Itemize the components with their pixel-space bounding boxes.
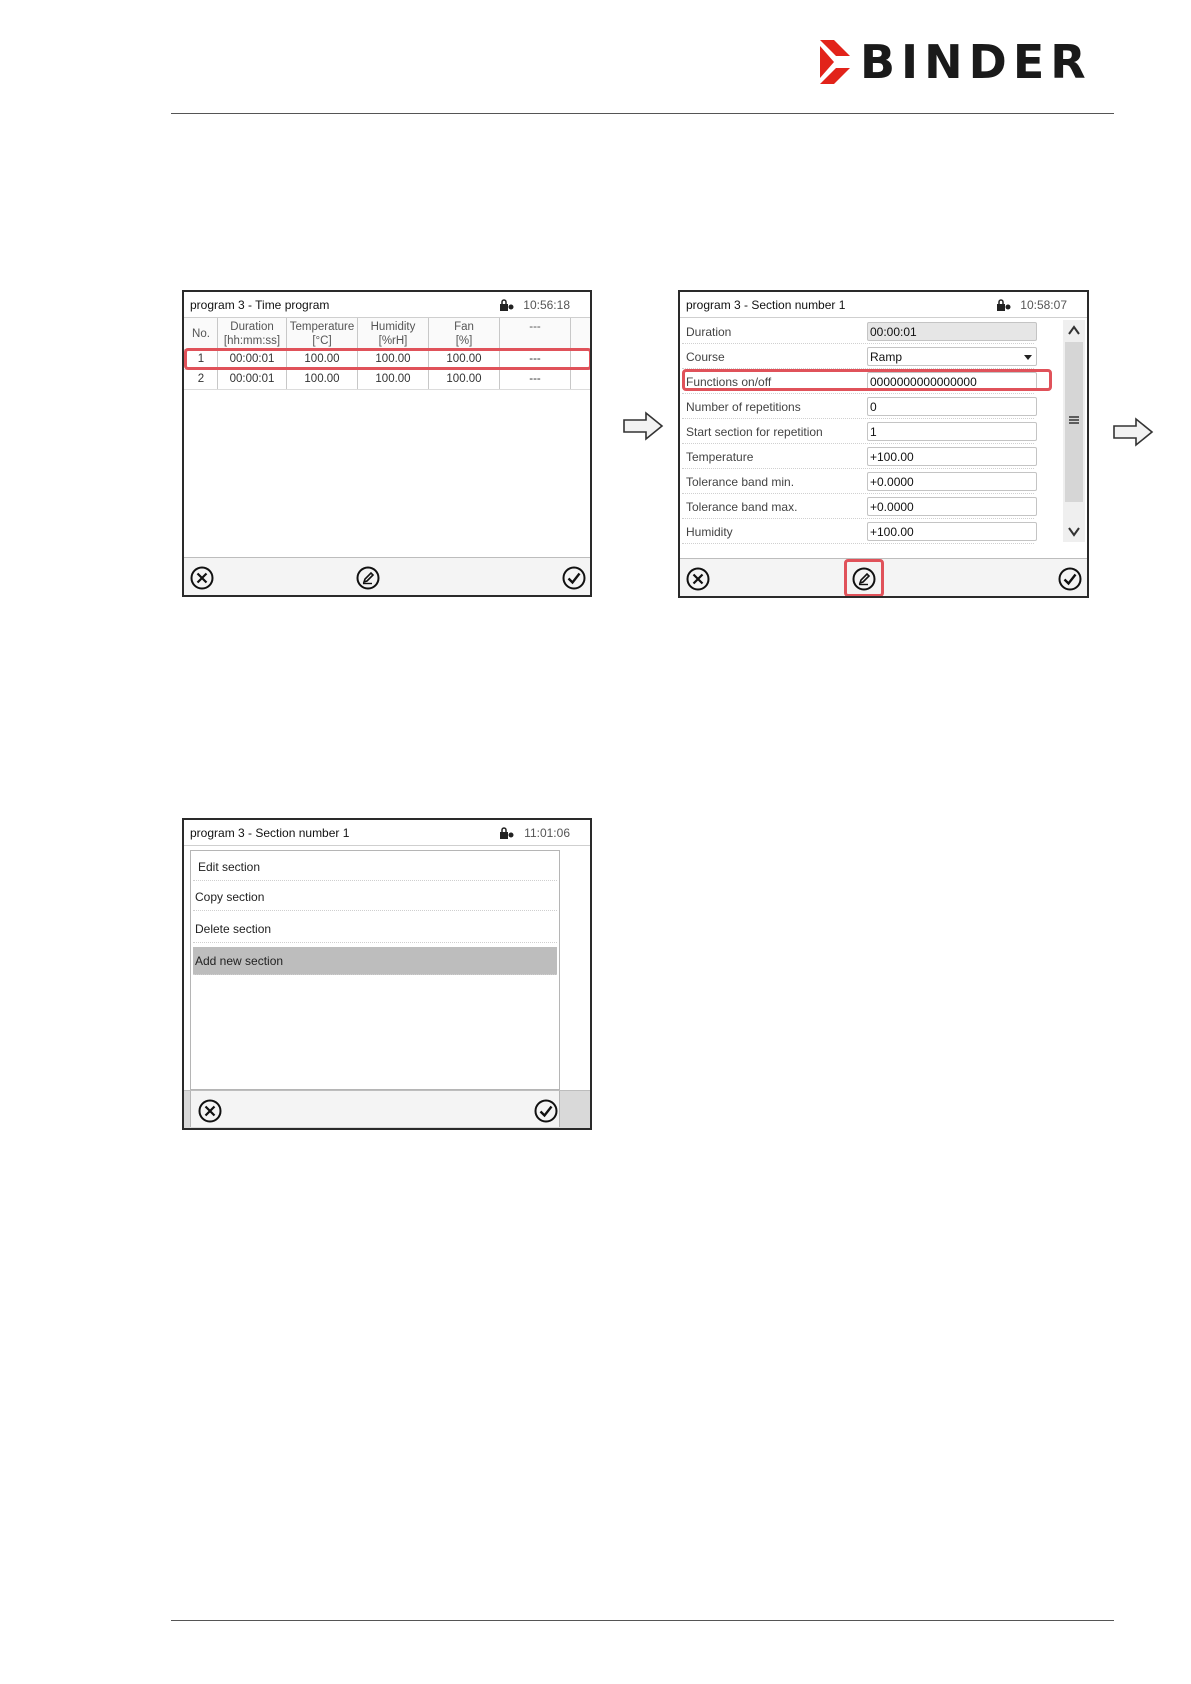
- menu-item-add-new-section[interactable]: [193, 947, 557, 975]
- clock: 10:56:18: [523, 298, 570, 312]
- cell-humidity: 100.00: [375, 353, 411, 365]
- temperature-field[interactable]: +100.00: [867, 447, 1037, 466]
- param-humidity[interactable]: [682, 520, 1034, 544]
- param-label: Tolerance band max.: [686, 500, 798, 514]
- footer-divider: [171, 1620, 1114, 1621]
- title-bar: [184, 820, 590, 846]
- duration-field[interactable]: 00:00:01: [867, 322, 1037, 341]
- context-menu: [190, 850, 560, 1090]
- binder-logo-icon: [820, 40, 854, 84]
- col-no: No.: [192, 328, 210, 340]
- clock: 10:58:07: [1020, 298, 1067, 312]
- bottom-bar: [680, 558, 1087, 596]
- cancel-icon[interactable]: [190, 566, 214, 590]
- cell-fan: 100.00: [446, 353, 482, 365]
- col-duration: Duration [hh:mm:ss]: [223, 321, 281, 347]
- param-label: Course: [686, 350, 725, 364]
- col-temperature: Temperature [°C]: [289, 321, 355, 347]
- menu-item-label: Edit section: [198, 860, 261, 874]
- col-humidity: Humidity [%rH]: [370, 321, 416, 347]
- cell-no: 1: [197, 353, 205, 365]
- col-fan: Fan [%]: [454, 321, 474, 347]
- start-section-field[interactable]: 1: [867, 422, 1037, 441]
- cell-no: 2: [197, 373, 205, 385]
- scrollbar[interactable]: [1063, 320, 1085, 542]
- menu-item-label: Add new section: [195, 954, 284, 968]
- menu-footer: [190, 1091, 560, 1127]
- scroll-menu-icon: [1068, 415, 1080, 425]
- cell-duration: 00:00:01: [229, 353, 275, 365]
- cancel-icon[interactable]: [198, 1099, 222, 1123]
- chevron-down-icon: [1024, 355, 1032, 360]
- lock-icon: [500, 827, 514, 839]
- bottom-bar: [184, 557, 590, 595]
- screen-title: program 3 - Section number 1: [686, 298, 846, 312]
- param-label: Functions on/off: [686, 375, 772, 389]
- screen-title: program 3 - Time program: [190, 298, 330, 312]
- screen-title: program 3 - Section number 1: [190, 826, 350, 840]
- brand-name: BINDER: [860, 35, 1092, 89]
- col-extra: ---: [529, 321, 541, 333]
- section-menu-screen: [182, 818, 592, 1130]
- bottom-bar: [184, 1090, 590, 1128]
- title-bar: [184, 292, 590, 318]
- param-label: Temperature: [686, 450, 754, 464]
- binder-logo: [820, 35, 1110, 89]
- cell-duration: 00:00:01: [229, 373, 275, 385]
- param-start-section[interactable]: [682, 420, 1034, 444]
- tol-min-field[interactable]: +0.0000: [867, 472, 1037, 491]
- course-value: Ramp: [870, 350, 903, 364]
- cell-humidity: 100.00: [375, 373, 411, 385]
- param-tol-min[interactable]: [682, 470, 1034, 494]
- edit-icon[interactable]: [356, 566, 380, 590]
- row-highlight-frame: [184, 348, 592, 370]
- param-label: Number of repetitions: [686, 400, 801, 414]
- humidity-field[interactable]: +100.00: [867, 522, 1037, 541]
- param-label: Humidity: [686, 525, 733, 539]
- scroll-up-icon[interactable]: [1067, 324, 1081, 336]
- param-duration[interactable]: [682, 320, 1034, 344]
- confirm-icon[interactable]: [562, 566, 586, 590]
- lock-icon: [500, 299, 514, 311]
- param-label: Duration: [686, 325, 732, 339]
- confirm-icon[interactable]: [1058, 567, 1082, 591]
- header-divider: [171, 113, 1114, 114]
- course-select[interactable]: [867, 347, 1037, 366]
- arrow-right-icon: [622, 410, 664, 442]
- lock-icon: [997, 299, 1011, 311]
- functions-field[interactable]: 0000000000000000: [867, 372, 1037, 391]
- cancel-icon[interactable]: [686, 567, 710, 591]
- scroll-down-icon[interactable]: [1067, 526, 1081, 538]
- param-label: Start section for repetition: [686, 425, 823, 439]
- tol-max-field[interactable]: +0.0000: [867, 497, 1037, 516]
- repetitions-field[interactable]: 0: [867, 397, 1037, 416]
- cell-extra: ---: [529, 373, 541, 385]
- confirm-icon[interactable]: [534, 1099, 558, 1123]
- section-params-screen: [678, 290, 1089, 598]
- menu-item-label: Delete section: [195, 922, 272, 936]
- param-repetitions[interactable]: [682, 395, 1034, 419]
- title-bar: [680, 292, 1087, 318]
- cell-temperature: 100.00: [304, 373, 340, 385]
- table-header: [184, 318, 590, 350]
- cell-temperature: 100.00: [304, 353, 340, 365]
- time-program-screen: [182, 290, 592, 597]
- edit-highlight-frame: [844, 559, 884, 597]
- table-row[interactable]: [184, 370, 590, 390]
- cell-fan: 100.00: [446, 373, 482, 385]
- param-course[interactable]: [682, 345, 1034, 369]
- clock: 11:01:06: [524, 826, 570, 840]
- menu-item-label: Copy section: [195, 890, 265, 904]
- menu-item-edit-section[interactable]: [193, 853, 557, 881]
- param-temperature[interactable]: [682, 445, 1034, 469]
- menu-item-copy-section[interactable]: [193, 883, 557, 911]
- param-label: Tolerance band min.: [686, 475, 795, 489]
- menu-item-delete-section[interactable]: [193, 915, 557, 943]
- cell-extra: ---: [529, 353, 541, 365]
- functions-highlight-frame: [682, 369, 1052, 391]
- param-tol-max[interactable]: [682, 495, 1034, 519]
- arrow-right-icon: [1112, 416, 1154, 448]
